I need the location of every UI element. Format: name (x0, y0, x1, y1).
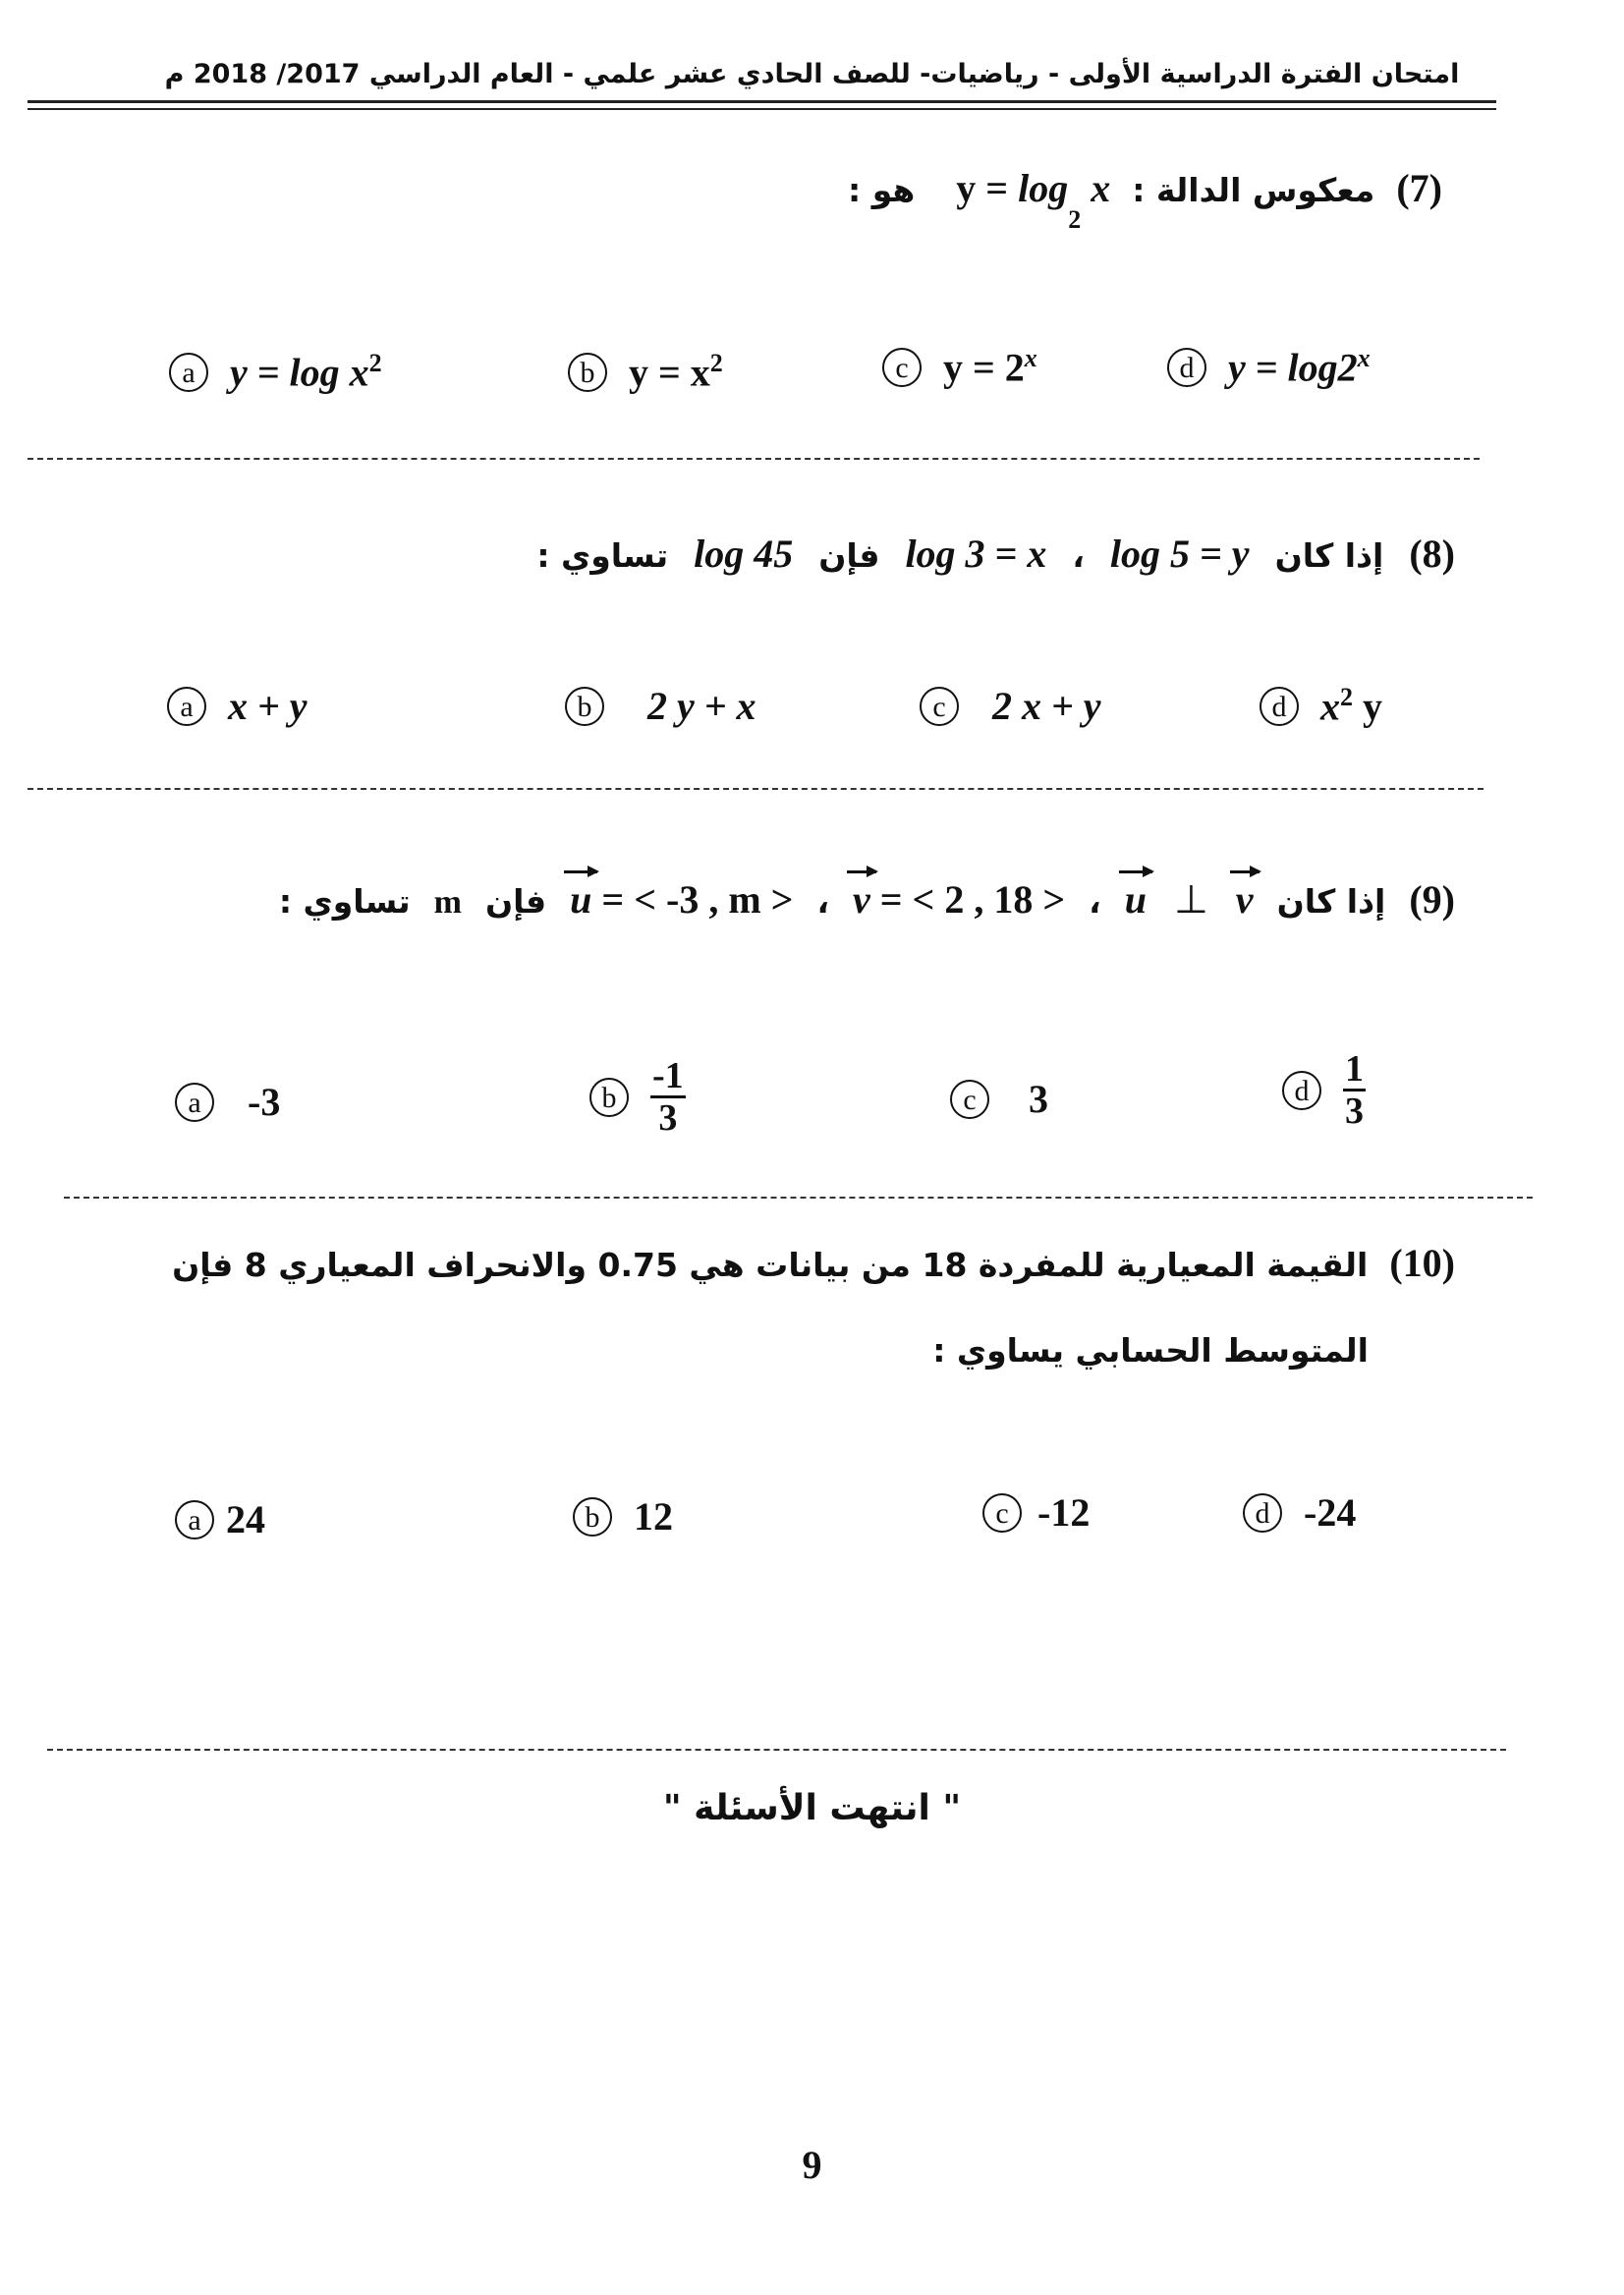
header-rule-thick (28, 100, 1496, 103)
q9-comma-2: ، (816, 882, 829, 921)
q7-option-c-exp: x (1024, 344, 1037, 372)
question-7 (848, 165, 1442, 234)
q7-func-left: y = (956, 166, 1019, 210)
q8-option-b[interactable] (565, 683, 756, 729)
q8-condition-1: log 5 = y (1109, 532, 1250, 576)
q8-option-d-letter: d (1260, 687, 1299, 726)
q9-option-b[interactable] (589, 1056, 686, 1138)
q9-option-b-numerator: -1 (652, 1055, 684, 1096)
q9-v-value: = < 2 , 18 > (879, 877, 1066, 922)
q7-option-c[interactable] (882, 344, 1037, 390)
q7-option-d-exp: x (1357, 344, 1371, 372)
q10-option-c[interactable] (982, 1489, 1090, 1536)
q9-option-b-letter: b (589, 1078, 629, 1117)
q7-function (956, 165, 1111, 234)
end-of-questions-text: " انتهت الأسئلة " (662, 1788, 962, 1828)
q10-option-a[interactable] (175, 1496, 265, 1542)
q9-u-value: = < -3 , m > (601, 877, 794, 922)
q9-option-c-letter: c (950, 1080, 989, 1119)
q9-option-a-value: -3 (248, 1080, 281, 1124)
q9-perpendicular (1125, 876, 1254, 923)
q7-option-b[interactable] (568, 349, 723, 395)
q10-line-1: القيمة المعيارية للمفردة 18 من بيانات هي 0.75 والانحراف المعياري 8 فإن (172, 1246, 1369, 1284)
q7-number: (7) (1396, 166, 1442, 210)
q8-number: (8) (1409, 532, 1455, 576)
q7-option-b-letter: b (568, 353, 607, 392)
q7-is-word: هو : (848, 171, 916, 209)
q9-v-vector: v (853, 877, 870, 922)
question-9 (279, 876, 1455, 923)
q9-option-b-denominator: 3 (658, 1097, 678, 1139)
q9-perp-u-vector: u (1124, 877, 1147, 922)
q8-option-a-letter: a (167, 687, 206, 726)
q8-option-d[interactable] (1260, 683, 1382, 729)
q9-u-definition (570, 876, 793, 923)
q7-option-b-base: y = x (629, 350, 710, 395)
q9-u-vector: u (570, 877, 592, 922)
q9-option-d[interactable] (1282, 1049, 1366, 1131)
q7-option-d[interactable] (1167, 344, 1371, 390)
q10-option-d-letter: d (1243, 1493, 1282, 1533)
separator-q8-q9 (28, 788, 1484, 790)
q8-option-a[interactable] (167, 683, 308, 729)
q8-option-d-exp: 2 (1340, 683, 1353, 711)
q9-option-c[interactable] (950, 1076, 1048, 1122)
q9-equals-word: تساوي : (278, 882, 411, 921)
q7-label: معكوس الدالة : (1132, 171, 1375, 209)
q8-option-c-letter: c (920, 687, 959, 726)
q9-option-d-numerator: 1 (1345, 1048, 1364, 1090)
q9-option-d-denominator: 3 (1345, 1091, 1364, 1132)
q9-perp-v-vector: v (1235, 877, 1254, 922)
q10-option-c-value: -12 (1037, 1490, 1091, 1535)
q7-option-d-base: y = log2 (1228, 345, 1358, 390)
q10-option-b[interactable] (573, 1493, 673, 1539)
q8-equals-word: تساوي : (536, 536, 669, 575)
q8-option-d-base: x (1320, 684, 1340, 729)
q10-option-c-letter: c (982, 1493, 1022, 1533)
q9-option-d-letter: d (1282, 1071, 1321, 1110)
q8-target: log 45 (694, 532, 794, 576)
separator-q9-q10 (64, 1197, 1533, 1199)
q9-option-c-value: 3 (1029, 1077, 1048, 1121)
q8-condition-2: log 3 = x (905, 532, 1047, 576)
q9-comma-1: ، (1089, 882, 1101, 921)
page-header-title: امتحان الفترة الدراسية الأولى - رياضيات- للصف الحادي عشر علمي - العام الدراسي 2017/ 2018 م (164, 59, 1460, 89)
q8-option-c-value: 2 x + y (992, 684, 1101, 728)
header-rule-thin (28, 108, 1496, 110)
q7-option-a-letter: a (169, 353, 208, 392)
question-8 (536, 531, 1455, 577)
q7-func-log: log (1018, 166, 1069, 210)
q8-option-b-value: 2 y + x (647, 684, 756, 728)
q10-number: (10) (1389, 1241, 1455, 1285)
q7-option-b-value (629, 349, 723, 395)
q10-option-b-value: 12 (634, 1494, 673, 1539)
q9-option-d-fraction (1343, 1049, 1366, 1131)
q8-option-d-tail: y (1353, 684, 1382, 729)
q7-option-a-base: y = log x (230, 350, 369, 395)
q9-option-b-fraction (650, 1056, 686, 1138)
q7-option-a-exp: 2 (368, 349, 382, 377)
q9-then-word: فإن (485, 882, 547, 921)
q7-option-c-letter: c (882, 348, 922, 387)
q7-option-d-value (1228, 344, 1371, 390)
q9-if-word: إذا كان (1276, 882, 1386, 921)
q7-option-a-value (230, 349, 382, 395)
q9-number: (9) (1409, 877, 1455, 922)
page-number: 9 (802, 2143, 822, 2187)
q8-if-word: إذا كان (1274, 536, 1384, 575)
question-10 (172, 1240, 1455, 1286)
q10-option-b-letter: b (573, 1497, 612, 1537)
q9-option-a[interactable] (175, 1079, 280, 1125)
q7-option-b-exp: 2 (709, 349, 723, 377)
q10-option-d[interactable] (1243, 1489, 1356, 1536)
q8-comma: ، (1072, 536, 1085, 575)
q7-func-base: 2 (1068, 205, 1082, 234)
q10-option-a-letter: a (175, 1500, 214, 1539)
q10-option-a-value: 24 (226, 1497, 265, 1541)
q9-perp-symbol: ⊥ (1173, 877, 1208, 922)
q7-func-var: x (1091, 166, 1111, 210)
q10-option-d-value: -24 (1304, 1490, 1357, 1535)
separator-end (47, 1749, 1506, 1751)
q8-option-d-value (1320, 683, 1382, 729)
q9-v-definition (853, 876, 1065, 923)
q9-option-a-letter: a (175, 1083, 214, 1122)
q8-option-a-value: x + y (228, 684, 308, 728)
q7-option-d-letter: d (1167, 348, 1206, 387)
q7-option-a[interactable] (169, 349, 382, 395)
separator-q7-q8 (28, 458, 1480, 460)
q7-option-c-base: y = 2 (943, 345, 1025, 390)
q8-option-b-letter: b (565, 687, 604, 726)
q7-option-c-value (943, 344, 1037, 390)
q8-then-word: فإن (818, 536, 880, 575)
q10-line-2: المتوسط الحسابي يساوي : (932, 1331, 1369, 1370)
q9-m-variable: m (433, 884, 462, 921)
q8-option-c[interactable] (920, 683, 1101, 729)
